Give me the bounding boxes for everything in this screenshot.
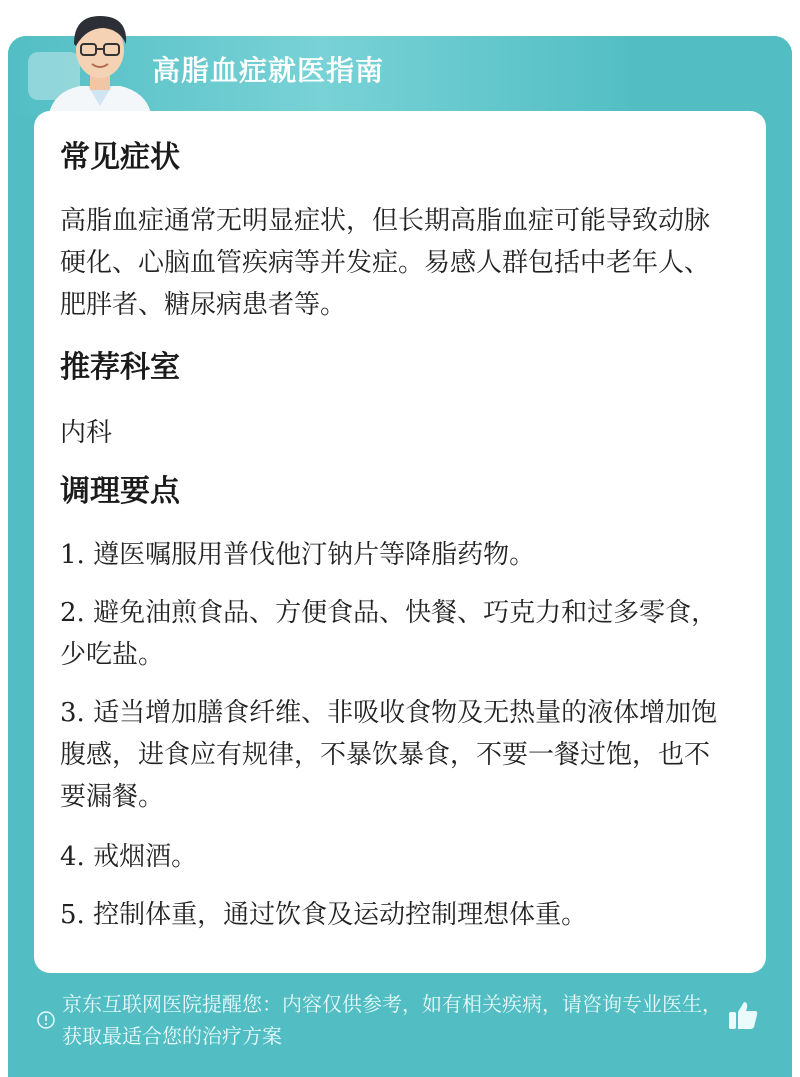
doctor-avatar <box>40 6 160 118</box>
symptoms-title: 常见症状 <box>60 140 180 175</box>
care-item-number: 5. <box>60 900 85 930</box>
disclaimer-text: 京东互联网医院提醒您：内容仅供参考，如有相关疾病，请咨询专业医生，获取最适合您的治疗方案 <box>62 992 722 1048</box>
care-item-number: 1. <box>60 540 85 570</box>
department-body: 内科 <box>60 418 113 448</box>
care-item-number: 4. <box>60 842 85 872</box>
care-item-number: 2. <box>60 598 85 628</box>
care-title: 调理要点 <box>60 474 180 509</box>
care-item-text: 适当增加膳食纤维、非吸收食物及无热量的液体增加饱腹感，进食应有规律，不暴饮暴食，不要一餐过饱，也不要漏餐。 <box>60 698 718 812</box>
care-item <box>60 534 730 576</box>
care-item-number: 3. <box>60 698 85 728</box>
care-item-text: 遵医嘱服用普伐他汀钠片等降脂药物。 <box>84 540 536 570</box>
page-title: 高脂血症就医指南 <box>152 54 385 87</box>
care-item-text: 戒烟酒。 <box>84 842 198 872</box>
thumbs-up-icon[interactable] <box>726 998 760 1032</box>
care-item-text: 控制体重，通过饮食及运动控制理想体重。 <box>84 900 588 930</box>
info-icon <box>36 1010 56 1030</box>
care-item <box>60 692 730 818</box>
care-item <box>60 836 730 878</box>
department-title: 推荐科室 <box>60 350 180 385</box>
care-item <box>60 592 730 676</box>
symptoms-body: 高脂血症通常无明显症状，但长期高脂血症可能导致动脉硬化、心脑血管疾病等并发症。易感人群包括中老年人、肥胖者、糖尿病患者等。 <box>60 206 711 320</box>
care-item <box>60 894 730 936</box>
care-item-text: 避免油煎食品、方便食品、快餐、巧克力和过多零食，少吃盐。 <box>60 598 718 670</box>
